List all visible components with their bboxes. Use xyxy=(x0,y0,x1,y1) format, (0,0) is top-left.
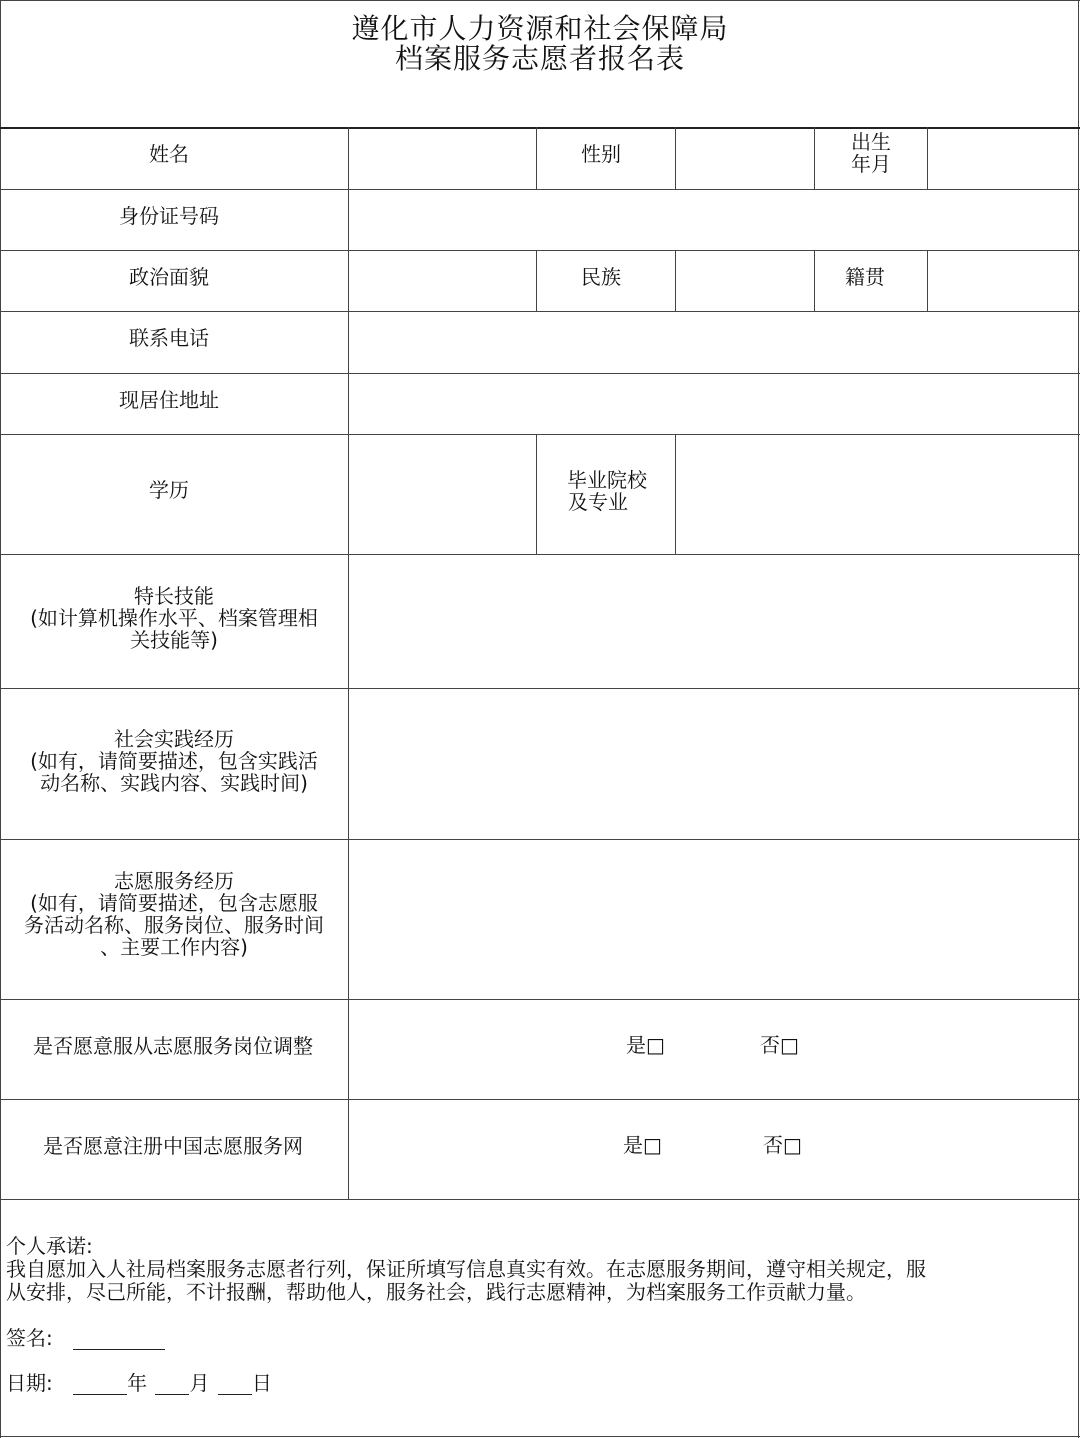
id-label: 身份证号码 xyxy=(119,204,219,228)
phone-label: 联系电话 xyxy=(129,326,209,350)
phone-field[interactable] xyxy=(349,312,1078,373)
practice-field[interactable] xyxy=(349,689,1078,839)
date-year-label: 年 xyxy=(127,1371,148,1395)
register-label: 是否愿意注册中国志愿服务网 xyxy=(43,1134,303,1158)
native-label: 籍贯 xyxy=(845,265,885,289)
border-right xyxy=(1078,0,1079,1438)
skills-field[interactable] xyxy=(349,555,1078,688)
pledge-line1: 我自愿加入人社局档案服务志愿者行列，保证所填写信息真实有效。在志愿服务期间，遵守相关规定，服 xyxy=(6,1258,926,1281)
gender-field[interactable] xyxy=(676,128,814,189)
date-day-field[interactable] xyxy=(218,1376,252,1395)
form-title-line1: 遵化市人力资源和社会保障局 xyxy=(351,12,729,45)
ethnicity-label: 民族 xyxy=(581,265,621,289)
education-field[interactable] xyxy=(349,435,536,554)
political-field[interactable] xyxy=(349,251,536,311)
border-top xyxy=(0,0,1080,1)
school-field[interactable] xyxy=(676,435,1078,554)
address-field[interactable] xyxy=(349,374,1078,434)
date-month-label: 月 xyxy=(189,1371,210,1395)
education-label: 学历 xyxy=(149,478,189,502)
pledge-line2: 从安排，尽己所能，不计报酬，帮助他人，服务社会，践行志愿精神，为档案服务工作贡献力量。 xyxy=(6,1280,866,1304)
form-title-line2: 档案服务志愿者报名表 xyxy=(394,42,685,75)
pledge-heading: 个人承诺: xyxy=(6,1234,93,1258)
name-field[interactable] xyxy=(349,128,536,189)
register-no-checkbox[interactable]: 否□ xyxy=(763,1133,802,1157)
grid-h xyxy=(0,1199,1080,1200)
political-label: 政治面貌 xyxy=(129,265,209,289)
adjust-yes-checkbox[interactable]: 是□ xyxy=(626,1033,665,1057)
border-bottom xyxy=(0,1436,1080,1437)
adjust-label: 是否愿意服从志愿服务岗位调整 xyxy=(33,1034,313,1058)
gender-label: 性别 xyxy=(581,142,621,166)
date-month-field[interactable] xyxy=(155,1376,189,1395)
skills-label: 特长技能 (如计算机操作水平、档案管理相 关技能等) xyxy=(30,584,318,652)
name-label: 姓名 xyxy=(149,142,189,166)
native-field[interactable] xyxy=(928,251,1078,311)
date-row xyxy=(6,1372,272,1395)
signature-label: 签名: xyxy=(6,1326,53,1350)
date-label: 日期: xyxy=(6,1371,53,1395)
birth-field[interactable] xyxy=(928,128,1078,189)
adjust-no-checkbox[interactable]: 否□ xyxy=(760,1033,799,1057)
address-label: 现居住地址 xyxy=(119,388,219,412)
date-day-label: 日 xyxy=(251,1371,272,1395)
birth-label: 出生 年月 xyxy=(851,130,891,176)
register-yes-checkbox[interactable]: 是□ xyxy=(623,1133,662,1157)
signature-row xyxy=(6,1327,165,1350)
volunteer-field[interactable] xyxy=(349,840,1078,999)
volunteer-label: 志愿服务经历 (如有，请简要描述，包含志愿服 务活动名称、服务岗位、服务时间 、主要工作内容) xyxy=(24,869,324,959)
ethnicity-field[interactable] xyxy=(676,251,814,311)
signature-field[interactable] xyxy=(73,1331,165,1350)
date-year-field[interactable] xyxy=(73,1376,127,1395)
practice-label: 社会实践经历 (如有，请简要描述，包含实践活 动名称、实践内容、实践时间) xyxy=(30,727,318,795)
id-field[interactable] xyxy=(349,190,1078,250)
school-label: 毕业院校 及专业 xyxy=(567,468,647,514)
